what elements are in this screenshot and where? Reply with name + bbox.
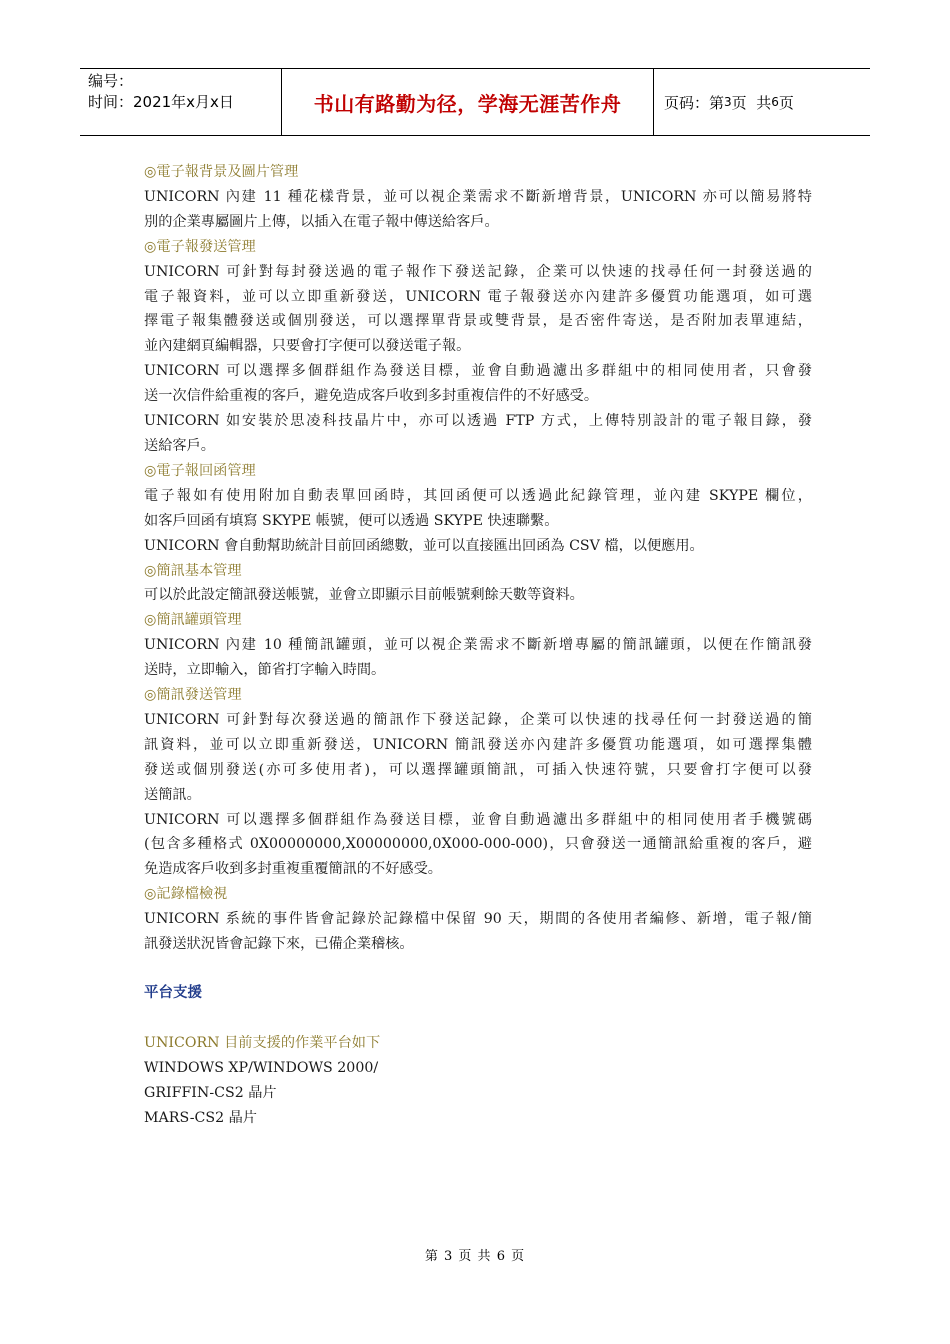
section-heading: ◎電子報回函管理 bbox=[144, 462, 256, 479]
page-suffix: 页 bbox=[778, 93, 794, 112]
paragraph-line: (包含多種格式 0X00000000,X00000000,0X000-000-000)，只會發送一通簡訊給重複的客戶，避 bbox=[144, 836, 812, 853]
paragraph-line: 送時，立即輸入，節省打字輸入時間。 bbox=[144, 662, 386, 679]
page-header bbox=[80, 68, 870, 136]
header-meta bbox=[80, 69, 282, 135]
section-newsletter-reply bbox=[144, 459, 812, 559]
section-heading: ◎記錄檔檢視 bbox=[144, 886, 228, 903]
header-page-indicator bbox=[654, 69, 870, 135]
section-sms-basic bbox=[144, 559, 812, 609]
paragraph-line: UNICORN 可針對每次發送過的簡訊作下發送記錄，企業可以快速的找尋任何一封發送過的簡 bbox=[144, 711, 812, 728]
paragraph-line: 電子報如有使用附加自動表單回函時，其回函便可以透過此紀錄管理，並內建 SKYPE 欄位， bbox=[144, 487, 812, 504]
platform-subtitle: UNICORN 目前支援的作業平台如下 bbox=[144, 1034, 381, 1051]
doc-id-label: 编号： bbox=[88, 72, 134, 90]
paragraph-line: 訊資料，並可以立即重新發送，UNICORN 簡訊發送亦內建許多優質功能選項，如可選擇集體 bbox=[144, 736, 812, 753]
platform-item: GRIFFIN-CS2 晶片 bbox=[144, 1084, 277, 1101]
paragraph-line: 送簡訊。 bbox=[144, 786, 201, 803]
paragraph-line: 如客戶回函有填寫 SKYPE 帳號，便可以透過 SKYPE 快速聯繫。 bbox=[144, 512, 559, 529]
paragraph-line: 擇電子報集體發送或個別發送，可以選擇單背景或雙背景，是否密件寄送，是否附加表單連結， bbox=[144, 313, 812, 330]
paragraph-line: UNICORN 會自動幫助統計目前回函總數，並可以直接匯出回函為 CSV 檔，以便應用。 bbox=[144, 537, 704, 554]
paragraph-line: 免造成客戶收到多封重複重覆簡訊的不好感受。 bbox=[144, 861, 442, 878]
page-mid: 页 共 bbox=[731, 93, 772, 112]
section-sms-templates bbox=[144, 608, 812, 683]
paragraph-line: 並內建網頁編輯器，只要會打字便可以發送電子報。 bbox=[144, 338, 471, 355]
platform-support-list bbox=[144, 1031, 812, 1131]
document-body bbox=[144, 160, 812, 1131]
paragraph-line: UNICORN 系統的事件皆會記錄於記錄檔中保留 90 天，期間的各使用者編修、新增，電子報/簡 bbox=[144, 911, 812, 928]
paragraph-line: UNICORN 內建 11 種花樣背景，並可以視企業需求不斷新增背景，UNICORN 亦可以簡易將特 bbox=[144, 188, 812, 205]
section-newsletter-background bbox=[144, 160, 812, 235]
paragraph-line: UNICORN 內建 10 種簡訊罐頭，並可以視企業需求不斷新增專屬的簡訊罐頭，以便在作簡訊發 bbox=[144, 637, 812, 654]
paragraph-line: 別的企業專屬圖片上傳，以插入在電子報中傳送給客戶。 bbox=[144, 213, 499, 230]
section-heading: ◎電子報背景及圖片管理 bbox=[144, 164, 299, 180]
paragraph-line: 發送或個別發送(亦可多使用者)，可以選擇罐頭簡訊，可插入快速符號，只要會打字便可以發 bbox=[144, 761, 812, 778]
paragraph-line: 送一次信件給重複的客戶，避免造成客戶收到多封重複信件的不好感受。 bbox=[144, 388, 599, 405]
section-heading: ◎簡訊罐頭管理 bbox=[144, 612, 242, 629]
page-footer: 第 3 页 共 6 页 bbox=[424, 1249, 526, 1264]
paragraph-line: UNICORN 可以選擇多個群組作為發送目標，並會自動過濾出多群組中的相同使用者手機號碼 bbox=[144, 811, 812, 828]
section-log-view bbox=[144, 882, 812, 957]
paragraph-line: 電子報資料，並可以立即重新發送，UNICORN 電子報發送亦內建許多優質功能選項，如可選 bbox=[144, 288, 812, 305]
section-sms-sending bbox=[144, 683, 812, 882]
paragraph-line: UNICORN 可針對每封發送過的電子報作下發送記錄，企業可以快速的找尋任何一封發送過的 bbox=[144, 263, 812, 280]
section-heading: ◎電子報發送管理 bbox=[144, 238, 256, 255]
paragraph-line: 訊發送狀況皆會記錄下來，已備企業稽核。 bbox=[144, 936, 414, 953]
header-motto: 书山有路勤为径，学海无涯苦作舟 bbox=[282, 69, 654, 135]
paragraph-line: UNICORN 可以選擇多個群組作為發送目標，並會自動過濾出多群組中的相同使用者，只會發 bbox=[144, 363, 812, 380]
page-total: 6 bbox=[771, 95, 779, 109]
section-heading: ◎簡訊基本管理 bbox=[144, 562, 242, 579]
platform-item: WINDOWS XP/WINDOWS 2000/ bbox=[144, 1059, 379, 1076]
page-prefix: 页码：第 bbox=[664, 93, 725, 112]
doc-time-label: 时间：2021年x月x日 bbox=[88, 93, 234, 111]
paragraph-line: 送給客戶。 bbox=[144, 437, 215, 454]
section-heading: ◎簡訊發送管理 bbox=[144, 687, 242, 704]
paragraph-line: UNICORN 如安裝於思凌科技晶片中，亦可以透過 FTP 方式，上傳特別設計的電子報目錄，發 bbox=[144, 413, 812, 430]
platform-item: MARS-CS2 晶片 bbox=[144, 1109, 257, 1126]
platform-support-title: 平台支援 bbox=[144, 985, 202, 1001]
section-newsletter-sending bbox=[144, 235, 812, 459]
paragraph-line: 可以於此設定簡訊發送帳號，並會立即顯示目前帳號剩餘天數等資料。 bbox=[144, 587, 584, 604]
page-number: 3 bbox=[724, 95, 732, 109]
